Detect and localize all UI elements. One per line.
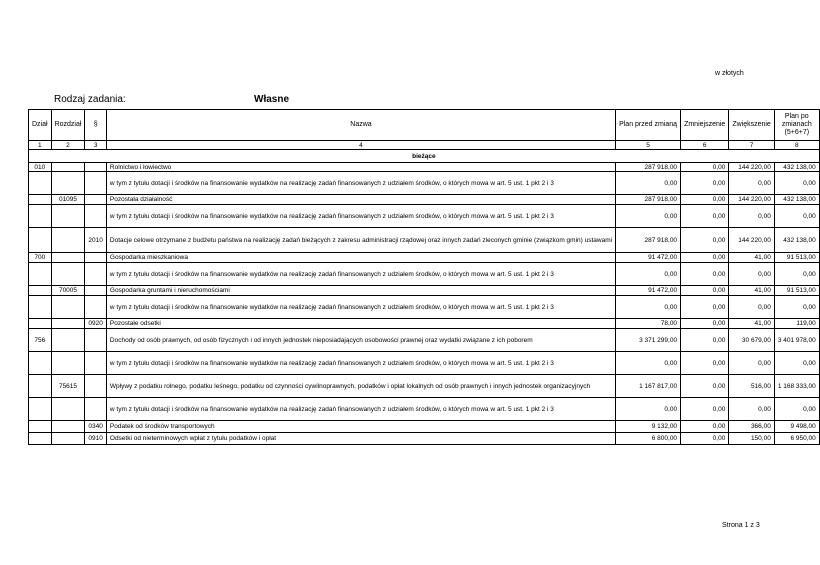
row-paragraf	[85, 253, 106, 263]
row-zmniejszenie: 0,00	[681, 172, 729, 195]
row-dzial	[29, 352, 52, 375]
row-paragraf: 2010	[85, 228, 106, 253]
row-rozdzial	[51, 421, 85, 433]
row-zmniejszenie: 0,00	[681, 398, 729, 421]
table-row	[29, 375, 820, 398]
row-nazwa: Pozostała działalność	[106, 195, 615, 205]
row-plan-przed: 6 800,00	[616, 433, 681, 445]
row-plan-przed: 91 472,00	[616, 286, 681, 296]
row-dzial	[29, 421, 52, 433]
row-plan-przed: 3 371 299,00	[616, 329, 681, 352]
row-rozdzial: 70005	[51, 286, 85, 296]
row-plan-po: 91 513,00	[774, 286, 819, 296]
row-nazwa: w tym z tytułu dotacji i środków na finansowanie wydatków na realizację zadań finansowanych z udziałem środków, o których mowa w art. 5 ust. 1 pkt 2 i 3	[106, 398, 615, 421]
table-row	[29, 163, 820, 172]
col-number: 3	[85, 141, 106, 150]
row-zwiekszenie: 41,00	[729, 319, 775, 329]
row-plan-po: 0,00	[774, 263, 819, 286]
col-number: 5	[616, 141, 681, 150]
row-zmniejszenie: 0,00	[681, 253, 729, 263]
row-zwiekszenie: 0,00	[729, 263, 775, 286]
row-nazwa: Odsetki od nieterminowych wpłat z tytułu podatków i opłat	[106, 433, 615, 445]
row-zwiekszenie: 0,00	[729, 398, 775, 421]
row-zwiekszenie: 144 220,00	[729, 163, 775, 172]
table-row	[29, 253, 820, 263]
row-nazwa: Rolnictwo i łowiectwo	[106, 163, 615, 172]
header-rozdzial: Rozdział	[51, 110, 85, 141]
row-rozdzial	[51, 398, 85, 421]
row-nazwa: w tym z tytułu dotacji i środków na finansowanie wydatków na realizację zadań finansowanych z udziałem środków, o których mowa w art. 5 ust. 1 pkt 2 i 3	[106, 352, 615, 375]
row-zwiekszenie: 144 220,00	[729, 228, 775, 253]
row-nazwa: w tym z tytułu dotacji i środków na finansowanie wydatków na realizację zadań finansowanych z udziałem środków, o których mowa w art. 5 ust. 1 pkt 2 i 3	[106, 172, 615, 195]
page-number: Strona 1 z 3	[722, 522, 760, 529]
row-dzial	[29, 205, 52, 228]
row-plan-przed: 0,00	[616, 263, 681, 286]
row-zwiekszenie: 150,00	[729, 433, 775, 445]
row-zmniejszenie: 0,00	[681, 263, 729, 286]
row-rozdzial	[51, 433, 85, 445]
row-nazwa: Pozostałe odsetki	[106, 319, 615, 329]
table-row	[29, 286, 820, 296]
row-plan-po: 1 168 333,00	[774, 375, 819, 398]
row-rozdzial: 01095	[51, 195, 85, 205]
row-nazwa: Gospodarka gruntami i nieruchomościami	[106, 286, 615, 296]
row-dzial	[29, 375, 52, 398]
row-plan-przed: 0,00	[616, 352, 681, 375]
row-rozdzial	[51, 172, 85, 195]
section-label: bieżące	[29, 150, 820, 163]
row-nazwa: w tym z tytułu dotacji i środków na finansowanie wydatków na realizację zadań finansowanych z udziałem środków, o których mowa w art. 5 ust. 1 pkt 2 i 3	[106, 296, 615, 319]
column-number-row	[29, 141, 820, 150]
row-plan-po: 9 498,00	[774, 421, 819, 433]
table-row	[29, 228, 820, 253]
table-row	[29, 205, 820, 228]
row-zmniejszenie: 0,00	[681, 296, 729, 319]
row-plan-po: 0,00	[774, 352, 819, 375]
unit-label: w złotych	[715, 70, 744, 77]
row-paragraf	[85, 205, 106, 228]
row-paragraf	[85, 263, 106, 286]
row-paragraf	[85, 172, 106, 195]
row-plan-przed: 287 918,00	[616, 163, 681, 172]
row-zwiekszenie: 0,00	[729, 296, 775, 319]
row-plan-przed: 0,00	[616, 172, 681, 195]
row-plan-po: 432 138,00	[774, 195, 819, 205]
row-plan-po: 0,00	[774, 172, 819, 195]
row-dzial	[29, 319, 52, 329]
header-plan-po: Plan po zmianach (5+6+7)	[774, 110, 819, 141]
row-zmniejszenie: 0,00	[681, 319, 729, 329]
row-plan-po: 91 513,00	[774, 253, 819, 263]
row-paragraf	[85, 195, 106, 205]
header-zmniejszenie: Zmniejszenie	[681, 110, 729, 141]
row-rozdzial	[51, 228, 85, 253]
row-dzial	[29, 296, 52, 319]
row-rozdzial	[51, 163, 85, 172]
row-paragraf	[85, 329, 106, 352]
row-zmniejszenie: 0,00	[681, 375, 729, 398]
row-plan-po: 6 950,00	[774, 433, 819, 445]
col-number: 8	[774, 141, 819, 150]
budget-table	[28, 109, 820, 445]
row-paragraf	[85, 286, 106, 296]
row-paragraf	[85, 398, 106, 421]
row-zwiekszenie: 41,00	[729, 253, 775, 263]
row-paragraf	[85, 375, 106, 398]
row-zmniejszenie: 0,00	[681, 195, 729, 205]
row-dzial	[29, 228, 52, 253]
row-rozdzial	[51, 319, 85, 329]
header-paragraf: §	[85, 110, 106, 141]
row-zwiekszenie: 0,00	[729, 172, 775, 195]
task-type-value: Własne	[254, 94, 290, 105]
row-paragraf: 0910	[85, 433, 106, 445]
row-dzial	[29, 398, 52, 421]
table-row	[29, 319, 820, 329]
row-zmniejszenie: 0,00	[681, 286, 729, 296]
task-type-label: Rodzaj zadania:	[54, 94, 126, 105]
row-rozdzial: 75615	[51, 375, 85, 398]
row-nazwa: Gospodarka mieszkaniowa	[106, 253, 615, 263]
table-row	[29, 172, 820, 195]
table-row	[29, 433, 820, 445]
row-dzial	[29, 172, 52, 195]
row-plan-po: 0,00	[774, 398, 819, 421]
row-paragraf: 0920	[85, 319, 106, 329]
row-zmniejszenie: 0,00	[681, 228, 729, 253]
row-plan-po: 0,00	[774, 205, 819, 228]
row-rozdzial	[51, 205, 85, 228]
row-plan-przed: 287 918,00	[616, 228, 681, 253]
row-zwiekszenie: 516,00	[729, 375, 775, 398]
table-row	[29, 352, 820, 375]
row-nazwa: w tym z tytułu dotacji i środków na finansowanie wydatków na realizację zadań finansowanych z udziałem środków, o których mowa w art. 5 ust. 1 pkt 2 i 3	[106, 263, 615, 286]
table-row	[29, 329, 820, 352]
row-zwiekszenie: 30 679,00	[729, 329, 775, 352]
header-plan-przed: Plan przed zmianą	[616, 110, 681, 141]
row-paragraf	[85, 296, 106, 319]
table-row	[29, 195, 820, 205]
row-paragraf	[85, 163, 106, 172]
row-zwiekszenie: 144 220,00	[729, 195, 775, 205]
row-plan-przed: 287 918,00	[616, 195, 681, 205]
row-plan-przed: 9 132,00	[616, 421, 681, 433]
row-zmniejszenie: 0,00	[681, 163, 729, 172]
col-number: 7	[729, 141, 775, 150]
col-number: 4	[106, 141, 615, 150]
row-rozdzial	[51, 329, 85, 352]
row-zwiekszenie: 366,00	[729, 421, 775, 433]
row-zmniejszenie: 0,00	[681, 329, 729, 352]
row-rozdzial	[51, 253, 85, 263]
header-nazwa: Nazwa	[106, 110, 615, 141]
row-paragraf	[85, 352, 106, 375]
table-row	[29, 421, 820, 433]
table-header-row	[29, 110, 820, 141]
row-zwiekszenie: 0,00	[729, 205, 775, 228]
table-row	[29, 263, 820, 286]
table-row	[29, 398, 820, 421]
row-zmniejszenie: 0,00	[681, 205, 729, 228]
col-number: 1	[29, 141, 52, 150]
row-plan-przed: 0,00	[616, 398, 681, 421]
row-plan-przed: 0,00	[616, 296, 681, 319]
row-nazwa: Podatek od środków transportowych	[106, 421, 615, 433]
row-dzial	[29, 286, 52, 296]
row-dzial: 700	[29, 253, 52, 263]
col-number: 2	[51, 141, 85, 150]
row-plan-przed: 78,00	[616, 319, 681, 329]
row-nazwa: Wpływy z podatku rolnego, podatku leśnego, podatku od czynności cywilnoprawnych, podatków i opłat lokalnych od osób prawnych i innych jednostek organizacyjnych	[106, 375, 615, 398]
row-zmniejszenie: 0,00	[681, 433, 729, 445]
row-nazwa: w tym z tytułu dotacji i środków na finansowanie wydatków na realizację zadań finansowanych z udziałem środków, o których mowa w art. 5 ust. 1 pkt 2 i 3	[106, 205, 615, 228]
row-rozdzial	[51, 263, 85, 286]
section-row	[29, 150, 820, 163]
row-dzial	[29, 263, 52, 286]
row-dzial: 756	[29, 329, 52, 352]
row-rozdzial	[51, 296, 85, 319]
col-number: 6	[681, 141, 729, 150]
row-plan-po: 119,00	[774, 319, 819, 329]
row-zwiekszenie: 0,00	[729, 352, 775, 375]
row-plan-przed: 1 167 817,00	[616, 375, 681, 398]
row-zwiekszenie: 41,00	[729, 286, 775, 296]
row-zmniejszenie: 0,00	[681, 352, 729, 375]
row-plan-przed: 91 472,00	[616, 253, 681, 263]
row-plan-po: 3 401 978,00	[774, 329, 819, 352]
row-zmniejszenie: 0,00	[681, 421, 729, 433]
row-dzial: 010	[29, 163, 52, 172]
row-dzial	[29, 433, 52, 445]
row-plan-przed: 0,00	[616, 205, 681, 228]
header-dzial: Dział	[29, 110, 52, 141]
row-nazwa: Dochody od osób prawnych, od osób fizycznych i od innych jednostek nieposiadających osobowości prawnej oraz wydatki związane z ich poborem	[106, 329, 615, 352]
table-row	[29, 296, 820, 319]
row-rozdzial	[51, 352, 85, 375]
row-plan-po: 0,00	[774, 296, 819, 319]
row-plan-po: 432 138,00	[774, 163, 819, 172]
row-dzial	[29, 195, 52, 205]
header-zwiekszenie: Zwiększenie	[729, 110, 775, 141]
row-plan-po: 432 138,00	[774, 228, 819, 253]
row-paragraf: 0340	[85, 421, 106, 433]
row-nazwa: Dotacje celowe otrzymane z budżetu państwa na realizację zadań bieżących z zakresu administracji rządowej oraz innych zadań zleconych gminie (związkom gmin) ustawami	[106, 228, 615, 253]
